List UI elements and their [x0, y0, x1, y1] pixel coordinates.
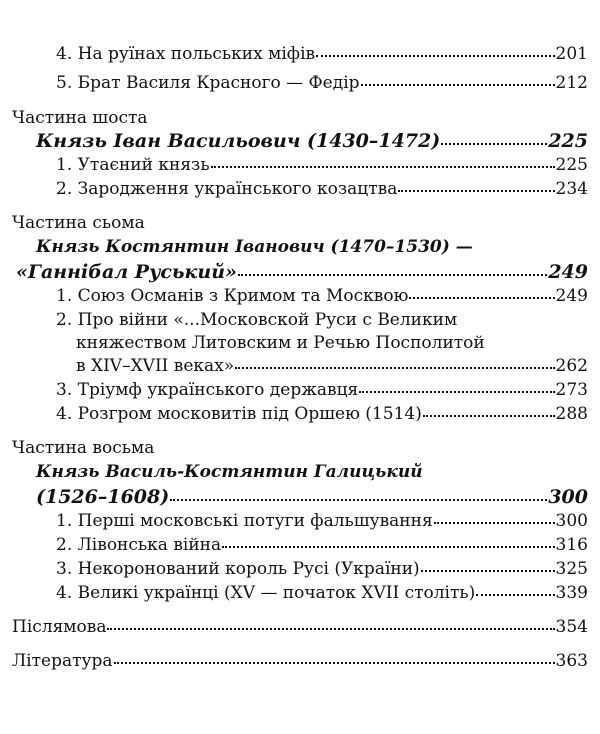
toc-entry[interactable]: [0, 176, 600, 202]
toc-entry-label: 4. Великі українці (XV — початок XVII століть): [56, 583, 476, 603]
dot-leader: [235, 363, 554, 369]
toc-entry-page: 234: [555, 179, 588, 199]
toc-entry-label: 3. Некоронований король Русі (України): [56, 559, 420, 579]
part-title-line: Князь Костянтин Іванович (1470–1530) —: [36, 237, 473, 257]
toc-entry-page: 262: [555, 356, 588, 376]
toc-entry-page: 300: [555, 511, 588, 531]
toc-entry-label: 4. Розгром московитів під Оршею (1514): [56, 404, 422, 424]
toc-entry-label: 1. Перші московські потуги фальшування: [56, 511, 433, 531]
part-title-entry[interactable]: [0, 259, 600, 285]
toc-entry-label-cont: в XIV–XVII веках»: [76, 356, 235, 376]
toc-entry-label: 1. Союз Османів з Кримом та Москвою: [56, 286, 409, 306]
dot-leader: [434, 518, 555, 524]
toc-entry-label-cont: княжеством Литовским и Речью Посполитой: [76, 333, 485, 353]
toc-entry-page: 273: [555, 380, 588, 400]
dot-leader: [211, 162, 555, 168]
part-title: (1526–1608): [36, 486, 170, 508]
toc-entry[interactable]: [0, 377, 600, 403]
part-heading: Частина шоста: [12, 108, 148, 128]
toc-entry-label: 5. Брат Василя Красного — Федір: [56, 73, 360, 93]
toc-entry-label: 2. Про війни «...Московской Руси с Великим: [56, 310, 458, 330]
toc-entry-label: 4. На руїнах польських міфів: [56, 44, 316, 64]
toc-entry-label: 3. Тріумф українського державця: [56, 380, 359, 400]
toc-entry-page: 212: [555, 73, 588, 93]
dot-leader: [170, 495, 547, 501]
part-title-page: 249: [548, 261, 588, 283]
dot-leader: [398, 186, 554, 192]
dot-leader: [441, 139, 547, 145]
dot-leader: [316, 51, 554, 57]
toc-entry[interactable]: [0, 152, 600, 178]
part-title-page: 300: [548, 486, 588, 508]
dot-leader: [476, 590, 554, 596]
part-heading: Частина сьома: [12, 213, 145, 233]
toc-entry-label: 2. Лівонська війна: [56, 535, 222, 555]
toc-entry-page: 249: [555, 286, 588, 306]
toc-entry[interactable]: [0, 508, 600, 534]
toc-entry-literature[interactable]: [0, 648, 600, 674]
dot-leader: [238, 270, 547, 276]
toc-entry[interactable]: [0, 70, 600, 96]
toc-entry[interactable]: [0, 580, 600, 606]
toc-entry-label: Література: [12, 651, 113, 671]
part-title-line: Князь Василь-Костянтин Галицький: [36, 462, 423, 482]
part-title: «Ганнібал Руський»: [16, 261, 237, 283]
toc-entry[interactable]: [0, 401, 600, 427]
dot-leader: [222, 542, 554, 548]
part-title-entry[interactable]: [0, 484, 600, 510]
part-heading: Частина восьма: [12, 438, 155, 458]
dot-leader: [114, 658, 555, 664]
toc-entry-page: 363: [555, 651, 588, 671]
toc-entry-page: 339: [555, 583, 588, 603]
toc-entry-page: 225: [555, 155, 588, 175]
toc-entry-label: 1. Утаєний князь: [56, 155, 210, 175]
dot-leader: [107, 624, 554, 630]
part-title-page: 225: [548, 130, 588, 152]
part-title-entry[interactable]: [0, 128, 600, 154]
toc-entry-page: 316: [555, 535, 588, 555]
dot-leader: [359, 387, 554, 393]
toc-entry[interactable]: [0, 41, 600, 67]
dot-leader: [421, 566, 555, 572]
toc-entry-label: 2. Зародження українського козацтва: [56, 179, 398, 199]
part-title: Князь Іван Васильович (1430–1472): [36, 130, 441, 152]
dot-leader: [423, 411, 555, 417]
dot-leader: [409, 293, 554, 299]
toc-entry[interactable]: [0, 283, 600, 309]
toc-entry[interactable]: [0, 556, 600, 582]
toc-entry-page: 201: [555, 44, 588, 64]
dot-leader: [361, 80, 555, 86]
toc-entry[interactable]: [0, 532, 600, 558]
toc-entry-label: Післямова: [12, 617, 107, 637]
toc-entry[interactable]: [0, 353, 600, 379]
toc-entry-page: 325: [555, 559, 588, 579]
toc-entry-afterword[interactable]: [0, 614, 600, 640]
toc-entry-page: 288: [555, 404, 588, 424]
toc-entry-page: 354: [555, 617, 588, 637]
